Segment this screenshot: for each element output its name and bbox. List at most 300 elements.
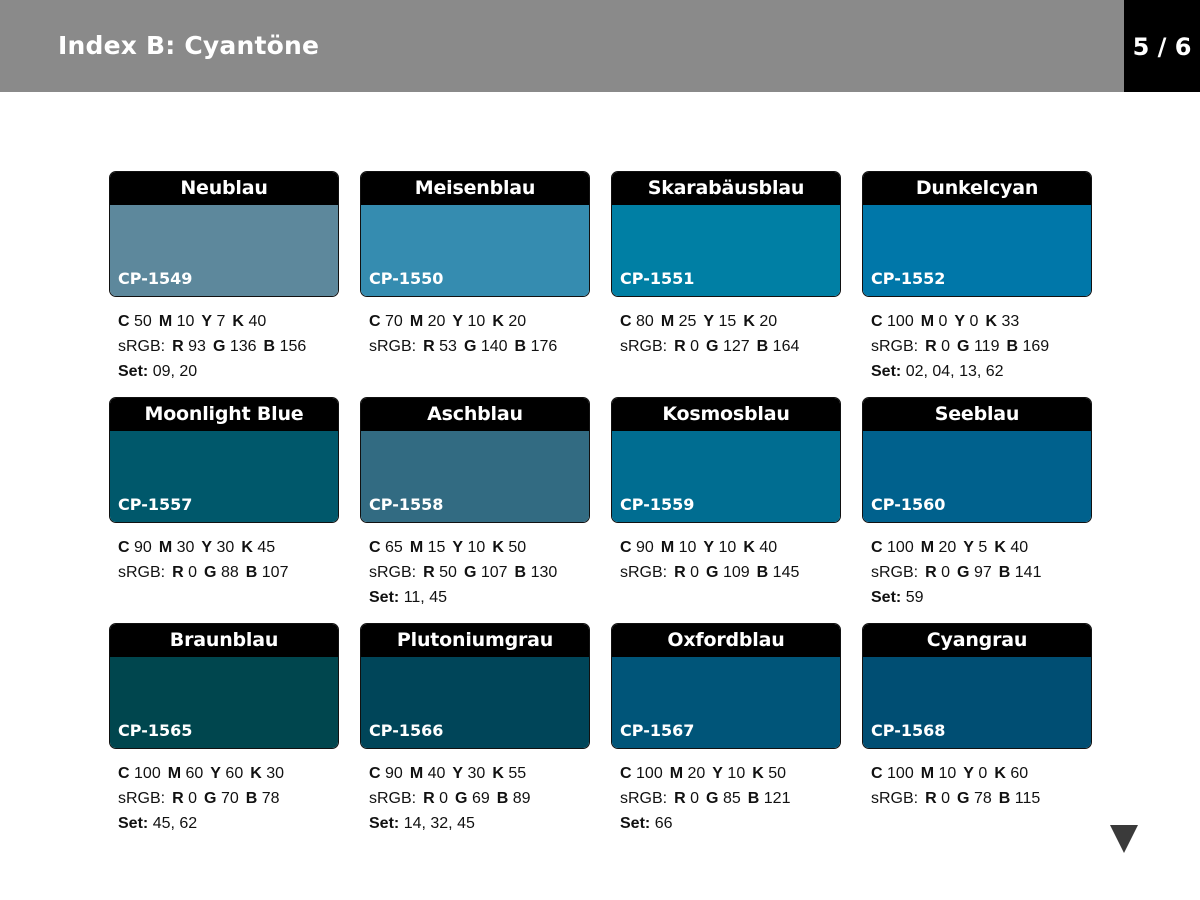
rgb-g-label: G (706, 338, 719, 355)
cmyk-m-label: M (409, 313, 424, 330)
cmyk-k-value: 55 (508, 765, 527, 782)
cmyk-c-label: C (118, 539, 130, 556)
rgb-r-label: R (925, 338, 937, 355)
swatch-name: Skarabäusblau (612, 172, 840, 205)
cmyk-line (118, 535, 339, 560)
swatch (862, 171, 1092, 297)
swatch-color (361, 205, 589, 296)
rgb-b-label: B (496, 790, 509, 807)
cmyk-y-value: 10 (467, 539, 486, 556)
set-label: Set: (871, 363, 902, 380)
set-value: 02, 04, 13, 62 (905, 363, 1004, 380)
cmyk-c-value: 90 (636, 539, 654, 556)
cmyk-line (118, 309, 339, 334)
cmyk-k-value: 45 (257, 539, 276, 556)
cmyk-y-value: 30 (216, 539, 235, 556)
rgb-b-label: B (998, 564, 1011, 581)
rgb-r-label: R (423, 564, 435, 581)
swatch-name: Neublau (110, 172, 338, 205)
swatch-info (109, 761, 339, 836)
cmyk-k-value: 40 (759, 539, 778, 556)
swatch-name: Aschblau (361, 398, 589, 431)
set-line (620, 811, 841, 836)
rgb-b-value: 156 (279, 338, 307, 355)
cmyk-k-value: 20 (759, 313, 778, 330)
cmyk-y-label: Y (712, 765, 723, 782)
cmyk-c-value: 90 (134, 539, 152, 556)
cmyk-y-label: Y (452, 539, 464, 556)
rgb-b-label: B (1006, 338, 1019, 355)
cmyk-line (871, 309, 1092, 334)
srgb-line (871, 786, 1092, 811)
swatch-info (360, 535, 590, 610)
set-value: 45, 62 (152, 815, 198, 832)
cmyk-m-value: 10 (938, 765, 957, 782)
rgb-r-label: R (674, 564, 686, 581)
cmyk-y-label: Y (210, 765, 221, 782)
set-line (118, 811, 339, 836)
cmyk-c-label: C (871, 765, 883, 782)
cmyk-y-value: 15 (718, 313, 737, 330)
rgb-g-value: 109 (722, 564, 750, 581)
swatch-color (361, 431, 589, 522)
color-card-cp-1559 (611, 397, 841, 585)
swatch-info (109, 309, 339, 384)
cmyk-m-value: 25 (678, 313, 697, 330)
page-title: Index B: Cyantöne (58, 31, 320, 60)
rgb-b-value: 145 (772, 564, 800, 581)
swatch-code: CP-1565 (118, 721, 193, 740)
cmyk-y-value: 7 (216, 313, 226, 330)
rgb-g-label: G (957, 338, 970, 355)
cmyk-c-label: C (620, 313, 632, 330)
cmyk-m-value: 10 (678, 539, 697, 556)
swatch-info (611, 761, 841, 836)
cmyk-line (620, 761, 841, 786)
cmyk-y-label: Y (201, 539, 213, 556)
cmyk-y-value: 5 (978, 539, 988, 556)
swatch-name: Kosmosblau (612, 398, 840, 431)
rgb-r-value: 0 (188, 790, 198, 807)
cmyk-y-value: 10 (727, 765, 746, 782)
swatch (360, 171, 590, 297)
cmyk-k-label: K (232, 313, 244, 330)
swatch-code: CP-1567 (620, 721, 695, 740)
swatch-color (110, 205, 338, 296)
cmyk-c-value: 100 (134, 765, 161, 782)
rgb-r-value: 0 (941, 790, 951, 807)
rgb-g-value: 78 (973, 790, 992, 807)
rgb-g-value: 70 (220, 790, 239, 807)
cmyk-k-value: 20 (508, 313, 527, 330)
srgb-label: sRGB: (118, 338, 166, 355)
cmyk-y-label: Y (963, 539, 974, 556)
rgb-b-value: 169 (1022, 338, 1050, 355)
swatch (109, 397, 339, 523)
rgb-r-label: R (172, 564, 184, 581)
set-label: Set: (118, 815, 149, 832)
rgb-b-label: B (747, 790, 760, 807)
set-value: 66 (654, 815, 673, 832)
set-label: Set: (620, 815, 651, 832)
rgb-r-label: R (172, 790, 184, 807)
cmyk-m-value: 20 (427, 313, 446, 330)
rgb-r-value: 0 (439, 790, 449, 807)
color-card-cp-1566 (360, 623, 590, 836)
rgb-b-label: B (514, 564, 527, 581)
set-line (871, 585, 1092, 610)
cmyk-c-value: 70 (385, 313, 403, 330)
srgb-line (369, 560, 590, 585)
rgb-r-value: 0 (941, 564, 951, 581)
cmyk-m-value: 30 (176, 539, 195, 556)
cmyk-c-value: 100 (887, 765, 914, 782)
color-card-cp-1552 (862, 171, 1092, 384)
srgb-label: sRGB: (118, 564, 166, 581)
rgb-g-value: 119 (973, 338, 1000, 355)
rgb-g-label: G (463, 564, 477, 581)
rgb-b-value: 121 (763, 790, 791, 807)
cmyk-k-label: K (994, 539, 1006, 556)
cmyk-c-label: C (369, 313, 381, 330)
rgb-g-label: G (212, 338, 226, 355)
rgb-g-label: G (204, 564, 217, 581)
cmyk-line (620, 535, 841, 560)
rgb-b-label: B (263, 338, 276, 355)
rgb-r-value: 0 (188, 564, 198, 581)
srgb-label: sRGB: (871, 338, 919, 355)
cmyk-k-label: K (752, 765, 764, 782)
cmyk-c-label: C (118, 765, 130, 782)
rgb-g-label: G (204, 790, 217, 807)
set-value: 14, 32, 45 (403, 815, 475, 832)
swatch-name: Seeblau (863, 398, 1091, 431)
cmyk-k-value: 50 (768, 765, 787, 782)
srgb-label: sRGB: (620, 564, 668, 581)
swatch-name: Oxfordblau (612, 624, 840, 657)
cmyk-line (369, 761, 590, 786)
swatch-code: CP-1558 (369, 495, 444, 514)
rgb-b-label: B (756, 564, 769, 581)
cmyk-k-label: K (743, 539, 755, 556)
swatch-code: CP-1549 (118, 269, 193, 288)
rgb-g-value: 88 (220, 564, 239, 581)
color-card-cp-1550 (360, 171, 590, 359)
swatch (360, 623, 590, 749)
cmyk-c-label: C (369, 539, 381, 556)
swatch (360, 397, 590, 523)
rgb-b-value: 164 (772, 338, 800, 355)
swatch-color (110, 431, 338, 522)
rgb-b-label: B (245, 790, 258, 807)
swatch (862, 397, 1092, 523)
set-line (369, 811, 590, 836)
rgb-r-label: R (172, 338, 184, 355)
rgb-r-value: 93 (188, 338, 206, 355)
swatch-color (863, 205, 1091, 296)
rgb-g-label: G (706, 790, 719, 807)
rgb-g-value: 69 (471, 790, 490, 807)
set-value: 11, 45 (403, 589, 447, 606)
cmyk-y-label: Y (703, 313, 715, 330)
srgb-label: sRGB: (369, 564, 417, 581)
swatch-color (612, 205, 840, 296)
cmyk-m-value: 60 (185, 765, 204, 782)
page-indicator (1124, 0, 1200, 92)
rgb-b-label: B (245, 564, 258, 581)
srgb-label: sRGB: (620, 790, 668, 807)
rgb-b-value: 78 (261, 790, 280, 807)
rgb-r-value: 0 (690, 338, 700, 355)
cmyk-m-value: 20 (938, 539, 957, 556)
cmyk-c-value: 80 (636, 313, 654, 330)
swatch-code: CP-1550 (369, 269, 444, 288)
srgb-line (118, 786, 339, 811)
color-card-cp-1560 (862, 397, 1092, 610)
next-page-arrow-icon[interactable] (1110, 825, 1138, 853)
cmyk-k-value: 60 (1010, 765, 1029, 782)
cmyk-c-label: C (871, 539, 883, 556)
cmyk-k-value: 40 (248, 313, 267, 330)
cmyk-c-value: 100 (887, 539, 914, 556)
cmyk-line (369, 535, 590, 560)
cmyk-y-label: Y (703, 539, 715, 556)
cmyk-c-label: C (620, 539, 632, 556)
swatch-name: Cyangrau (863, 624, 1091, 657)
srgb-line (118, 560, 339, 585)
color-card-cp-1557 (109, 397, 339, 585)
cmyk-m-value: 15 (427, 539, 446, 556)
cmyk-m-value: 40 (427, 765, 446, 782)
cmyk-y-label: Y (963, 765, 974, 782)
cmyk-k-label: K (241, 539, 253, 556)
swatch (611, 623, 841, 749)
rgb-g-value: 107 (480, 564, 508, 581)
cmyk-c-value: 90 (385, 765, 403, 782)
swatch (611, 397, 841, 523)
cmyk-y-label: Y (452, 313, 464, 330)
cmyk-c-value: 100 (887, 313, 914, 330)
swatch-color (361, 657, 589, 748)
rgb-g-label: G (463, 338, 477, 355)
set-line (118, 359, 339, 384)
cmyk-m-label: M (660, 313, 675, 330)
swatch (862, 623, 1092, 749)
cmyk-k-value: 50 (508, 539, 527, 556)
set-value: 09, 20 (152, 363, 198, 380)
cmyk-c-label: C (620, 765, 632, 782)
cmyk-m-label: M (660, 539, 675, 556)
srgb-line (118, 334, 339, 359)
cmyk-k-value: 40 (1010, 539, 1029, 556)
page-number: 5 / 6 (1132, 33, 1192, 61)
swatch (109, 623, 339, 749)
set-value: 59 (905, 589, 924, 606)
set-line (369, 585, 590, 610)
cmyk-y-label: Y (201, 313, 213, 330)
cmyk-m-label: M (920, 539, 935, 556)
set-label: Set: (871, 589, 902, 606)
cmyk-k-label: K (492, 313, 504, 330)
cmyk-c-value: 65 (385, 539, 403, 556)
rgb-b-label: B (998, 790, 1011, 807)
cmyk-c-value: 100 (636, 765, 663, 782)
cmyk-k-label: K (985, 313, 997, 330)
swatch-code: CP-1568 (871, 721, 946, 740)
rgb-g-value: 97 (973, 564, 992, 581)
cmyk-line (620, 309, 841, 334)
rgb-g-value: 85 (722, 790, 741, 807)
color-card-cp-1558 (360, 397, 590, 610)
swatch-color (110, 657, 338, 748)
rgb-g-label: G (455, 790, 468, 807)
set-label: Set: (369, 589, 400, 606)
cmyk-y-label: Y (954, 313, 966, 330)
srgb-label: sRGB: (871, 790, 919, 807)
rgb-b-label: B (514, 338, 527, 355)
swatch-code: CP-1551 (620, 269, 695, 288)
swatch-code: CP-1559 (620, 495, 695, 514)
rgb-g-value: 136 (229, 338, 257, 355)
cmyk-m-label: M (158, 313, 173, 330)
cmyk-m-value: 20 (687, 765, 706, 782)
rgb-b-value: 130 (530, 564, 558, 581)
cmyk-k-label: K (743, 313, 755, 330)
swatch-code: CP-1560 (871, 495, 946, 514)
srgb-label: sRGB: (871, 564, 919, 581)
swatch-code: CP-1557 (118, 495, 193, 514)
cmyk-m-label: M (409, 765, 424, 782)
rgb-r-value: 0 (690, 564, 700, 581)
cmyk-m-label: M (167, 765, 182, 782)
rgb-r-label: R (423, 790, 435, 807)
cmyk-line (369, 309, 590, 334)
cmyk-k-label: K (492, 539, 504, 556)
cmyk-c-label: C (118, 313, 130, 330)
cmyk-k-label: K (250, 765, 262, 782)
rgb-r-label: R (674, 338, 686, 355)
swatch-info (360, 309, 590, 359)
swatch-info (611, 309, 841, 359)
srgb-label: sRGB: (369, 338, 417, 355)
rgb-g-value: 127 (722, 338, 750, 355)
rgb-b-value: 176 (530, 338, 558, 355)
rgb-b-value: 89 (512, 790, 531, 807)
rgb-r-label: R (925, 790, 937, 807)
srgb-line (871, 560, 1092, 585)
cmyk-k-label: K (492, 765, 504, 782)
swatch-name: Plutoniumgrau (361, 624, 589, 657)
cmyk-y-value: 10 (467, 313, 486, 330)
rgb-r-label: R (674, 790, 686, 807)
color-card-cp-1551 (611, 171, 841, 359)
cmyk-y-value: 0 (978, 765, 988, 782)
swatch-color (612, 657, 840, 748)
swatch-color (863, 431, 1091, 522)
rgb-b-label: B (756, 338, 769, 355)
srgb-label: sRGB: (118, 790, 166, 807)
cmyk-c-value: 50 (134, 313, 152, 330)
swatch-info (862, 761, 1092, 811)
swatch (611, 171, 841, 297)
cmyk-line (871, 535, 1092, 560)
cmyk-y-value: 60 (225, 765, 244, 782)
cmyk-y-value: 0 (969, 313, 979, 330)
page-header (0, 0, 1124, 92)
swatch-code: CP-1552 (871, 269, 946, 288)
color-card-cp-1567 (611, 623, 841, 836)
rgb-b-value: 115 (1014, 790, 1041, 807)
rgb-g-label: G (706, 564, 719, 581)
srgb-line (871, 334, 1092, 359)
srgb-line (620, 786, 841, 811)
cmyk-line (871, 761, 1092, 786)
rgb-g-label: G (957, 564, 970, 581)
swatch (109, 171, 339, 297)
swatch-info (862, 309, 1092, 384)
swatch-info (360, 761, 590, 836)
set-label: Set: (369, 815, 400, 832)
swatch-info (109, 535, 339, 585)
srgb-label: sRGB: (369, 790, 417, 807)
swatch-name: Moonlight Blue (110, 398, 338, 431)
swatch-code: CP-1566 (369, 721, 444, 740)
srgb-line (369, 786, 590, 811)
rgb-g-value: 140 (480, 338, 508, 355)
cmyk-c-label: C (871, 313, 883, 330)
rgb-b-value: 141 (1014, 564, 1042, 581)
srgb-line (369, 334, 590, 359)
set-label: Set: (118, 363, 149, 380)
color-card-cp-1565 (109, 623, 339, 836)
cmyk-y-value: 10 (718, 539, 737, 556)
swatch-color (612, 431, 840, 522)
cmyk-m-label: M (920, 765, 935, 782)
srgb-line (620, 560, 841, 585)
rgb-r-value: 53 (439, 338, 457, 355)
rgb-r-value: 0 (690, 790, 700, 807)
cmyk-m-value: 0 (938, 313, 948, 330)
cmyk-k-label: K (994, 765, 1006, 782)
cmyk-y-label: Y (452, 765, 464, 782)
rgb-r-value: 0 (941, 338, 951, 355)
cmyk-m-label: M (920, 313, 935, 330)
rgb-b-value: 107 (261, 564, 289, 581)
color-card-cp-1568 (862, 623, 1092, 811)
cmyk-m-label: M (409, 539, 424, 556)
swatch-name: Braunblau (110, 624, 338, 657)
swatch-color (863, 657, 1091, 748)
srgb-label: sRGB: (620, 338, 668, 355)
cmyk-k-value: 33 (1001, 313, 1020, 330)
swatch-info (862, 535, 1092, 610)
color-card-cp-1549 (109, 171, 339, 384)
srgb-line (620, 334, 841, 359)
cmyk-m-label: M (158, 539, 173, 556)
cmyk-k-value: 30 (266, 765, 285, 782)
rgb-r-label: R (423, 338, 435, 355)
cmyk-c-label: C (369, 765, 381, 782)
rgb-r-value: 50 (439, 564, 457, 581)
cmyk-m-value: 10 (176, 313, 195, 330)
cmyk-y-value: 30 (467, 765, 486, 782)
rgb-r-label: R (925, 564, 937, 581)
set-line (871, 359, 1092, 384)
rgb-g-label: G (957, 790, 970, 807)
cmyk-m-label: M (669, 765, 684, 782)
swatch-name: Meisenblau (361, 172, 589, 205)
swatch-name: Dunkelcyan (863, 172, 1091, 205)
